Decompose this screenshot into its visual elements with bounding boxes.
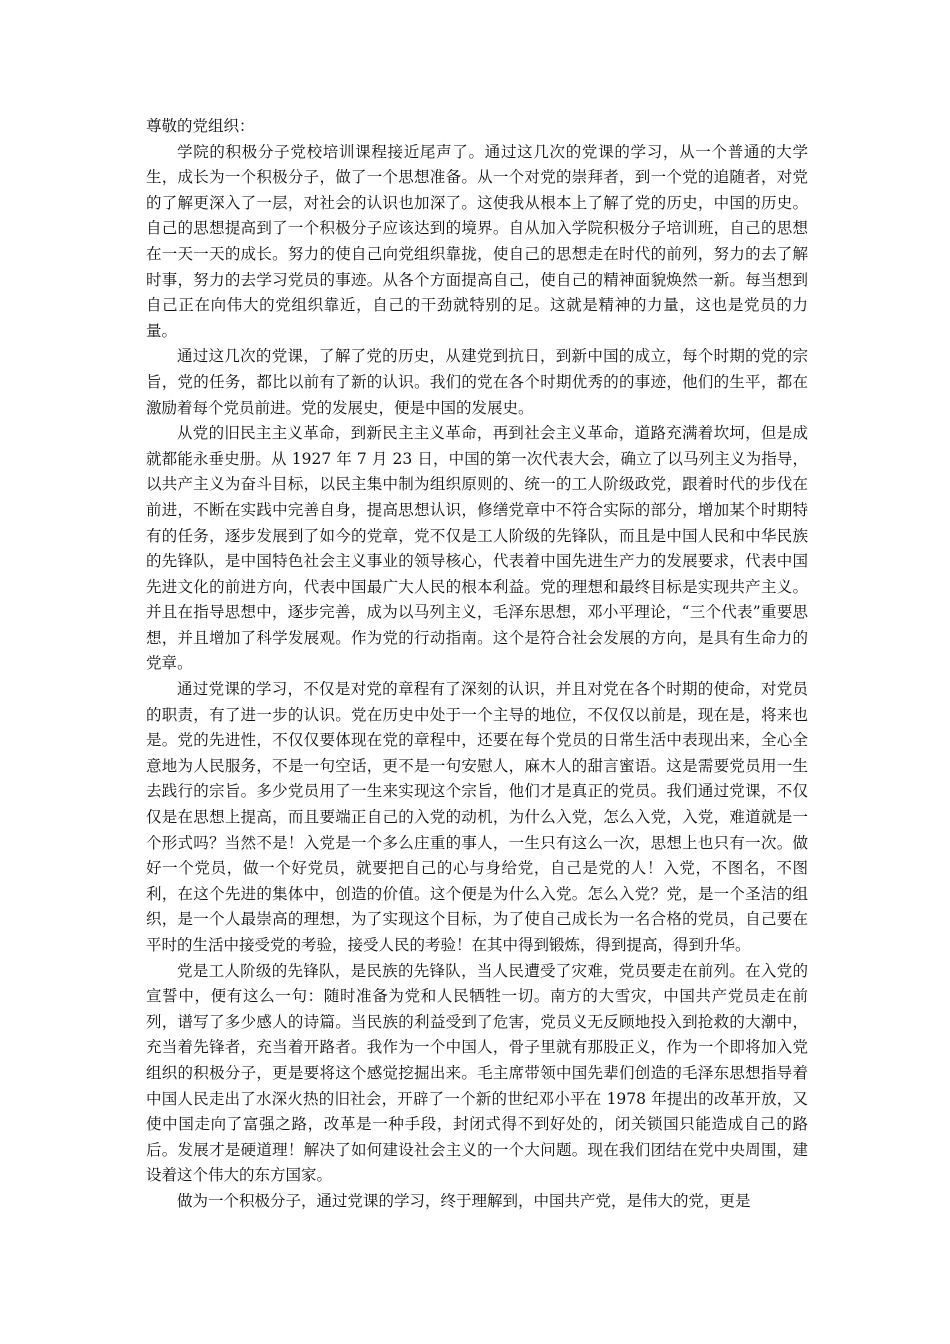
paragraph-6: 做为一个积极分子，通过党课的学习，终于理解到，中国共产党，是伟大的党，更是 [177, 1191, 751, 1210]
paragraph-5: 党是工人阶级的先锋队，是民族的先锋队，当人民遭受了灾难，党员要走在前列。在入党的宣誓中，便有这么一句：随时准备为党和人民牺牲一切。南方的大雪灾，中国共产党员走在前列，谱写了多少感人的诗篇。当民族的利益受到了危害，党员义无反顾地投入到抢救的大潮中，充当着先锋者，充当着开路者。我作为一个中国人，骨子里就有那股正义，作为一个即将加入党组织的积极分子，更是要将这个感觉挖掘出来。毛主席带领中国先辈们创造的毛泽东思想指导着中国人民走出了水深火热的旧社会，开辟了一个新的世纪邓小平在 1978 年提出的改革开放，又使中国走向了富强之路，改革是一种手段，封闭式得不到好处的，闭关锁国只能造成自己的路后。发展才是硬道理！解决了如何建设社会主义的一个大问题。现在我们团结在党中央周围，建设着这个伟大的东方国家。 [146, 961, 808, 1185]
paragraph-1: 学院的积极分子党校培训课程接近尾声了。通过这几次的党课的学习，从一个普通的大学生，成长为一个积极分子，做了一个思想准备。从一个对党的崇拜者，到一个党的追随者，对党的了解更深入了一层，对社会的认识也加深了。这使我从根本上了解了党的历史，中国的历史。自己的思想提高到了一个积极分子应该达到的境界。自从加入学院积极分子培训班，自己的思想在一天一天的成长。努力的使自己向党组织靠拢，使自己的思想走在时代的前列，努力的去了解时事，努力的去学习党员的事迹。从各个方面提高自己，使自己的精神面貌焕然一新。每当想到自己正在向伟大的党组织靠近，自己的干劲就特别的足。这就是精神的力量，这也是党员的力量。 [146, 142, 808, 340]
paragraph-4: 通过党课的学习，不仅是对党的章程有了深刻的认识，并且对党在各个时期的使命，对党员的职责，有了进一步的认识。党在历史中处于一个主导的地位，不仅仅以前是，现在是，将来也是。党的先进性，不仅仅要体现在党的章程中，还要在每个党员的日常生活中表现出来，全心全意地为人民服务，不是一句空话，更不是一句安慰人，麻木人的甜言蜜语。这是需要党员用一生去践行的宗旨。多少党员用了一生来实现这个宗旨，他们才是真正的党员。我们通过党课，不仅仅是在思想上提高，而且要端正自己的入党的动机，为什么入党，怎么入党，入党，难道就是一个形式吗？当然不是！入党是一个多么庄重的事人，一生只有这么一次，思想上也只有一次。做好一个党员，做一个好党员，就要把自己的心与身给党，自己是党的人！入党，不图名，不图利，在这个先进的集体中，创造的价值。这个便是为什么入党。怎么入党？党，是一个圣洁的组织，是一个人最崇高的理想，为了实现这个目标，为了使自己成长为一名合格的党员，自己要在平时的生活中接受党的考验，接受人民的考验！在其中得到锻炼，得到提高，得到升华。 [146, 680, 808, 954]
paragraph-3: 从党的旧民主主义革命，到新民主主义革命，再到社会主义革命，道路充满着坎坷，但是成就都能永垂史册。从 1927 年 7 月 23 日，中国的第一次代表大会，确立了以马列主义为指导，以共产主义为奋斗目标，以民主集中制为组织原则的、统一的工人阶级政党，跟着时代的步伐在前进，不断在实践中完善自身，提高思想认识，修缮党章中不符合实际的部分，增加某个时期特有的任务，逐步发展到了如今的党章，党不仅是工人阶级的先锋队，而且是中国人民和中华民族的先锋队，是中国特色社会主义事业的领导核心，代表着中国先进生产力的发展要求，代表中国先进文化的前进方向，代表中国最广大人民的根本利益。党的理想和最终目标是实现共产主义。并且在指导思想中，逐步完善，成为以马列主义，毛泽东思想，邓小平理论，“三个代表”重要思想，并且增加了科学发展观。作为党的行动指南。这个是符合社会发展的方向，是具有生命力的党章。 [146, 424, 808, 673]
salutation: 尊敬的党组织： [146, 117, 255, 135]
letter-page [146, 114, 808, 1215]
paragraph-2: 通过这几次的党课，了解了党的历史，从建党到抗日，到新中国的成立，每个时期的党的宗旨，党的任务，都比以前有了新的认识。我们的党在各个时期优秀的的事迹，他们的生平，都在激励着每个党员前进。党的发展史，便是中国的发展史。 [146, 347, 808, 417]
